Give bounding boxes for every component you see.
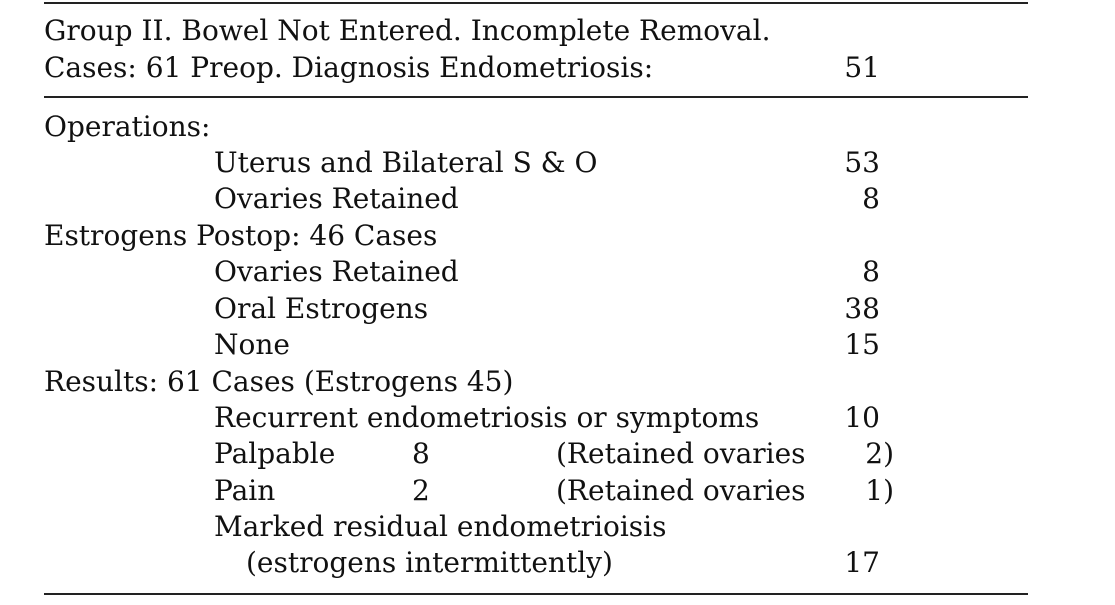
estrogen-value: 15 (844, 328, 880, 361)
palpable-count: 8 (412, 437, 430, 470)
estrogens-heading: Estrogens Postop: 46 Cases (44, 219, 438, 252)
marked-label: Marked residual endometrioisis (214, 510, 667, 543)
palpable-note-value: 2) (865, 437, 894, 470)
recurrent-value: 10 (844, 401, 880, 434)
palpable-label: Palpable (214, 437, 336, 470)
header-rule (44, 96, 1028, 98)
operation-value: 53 (844, 146, 880, 179)
cases-value: 51 (844, 51, 880, 84)
operation-label: Uterus and Bilateral S & O (214, 146, 598, 179)
estrogen-label: Oral Estrogens (214, 292, 429, 325)
estrogen-value: 8 (862, 255, 880, 288)
operations-heading: Operations: (44, 110, 211, 143)
cases-label: Cases: 61 Preop. Diagnosis Endometriosis: (44, 51, 654, 84)
marked-sub: (estrogens intermittently) (246, 546, 613, 579)
results-heading: Results: 61 Cases (Estrogens 45) (44, 365, 514, 398)
estrogen-value: 38 (844, 292, 880, 325)
estrogen-label: Ovaries Retained (214, 255, 459, 288)
top-rule (44, 2, 1028, 4)
operation-label: Ovaries Retained (214, 182, 459, 215)
estrogen-label: None (214, 328, 290, 361)
marked-value: 17 (844, 546, 880, 579)
pain-label: Pain (214, 474, 276, 507)
pain-note: (Retained ovaries (556, 474, 806, 507)
palpable-note: (Retained ovaries (556, 437, 806, 470)
pain-count: 2 (412, 474, 430, 507)
bottom-rule (44, 593, 1028, 595)
operation-value: 8 (862, 182, 880, 215)
table-title: Group II. Bowel Not Entered. Incomplete Removal. (44, 14, 771, 47)
pain-note-value: 1) (865, 474, 894, 507)
recurrent-label: Recurrent endometriosis or symptoms (214, 401, 760, 434)
